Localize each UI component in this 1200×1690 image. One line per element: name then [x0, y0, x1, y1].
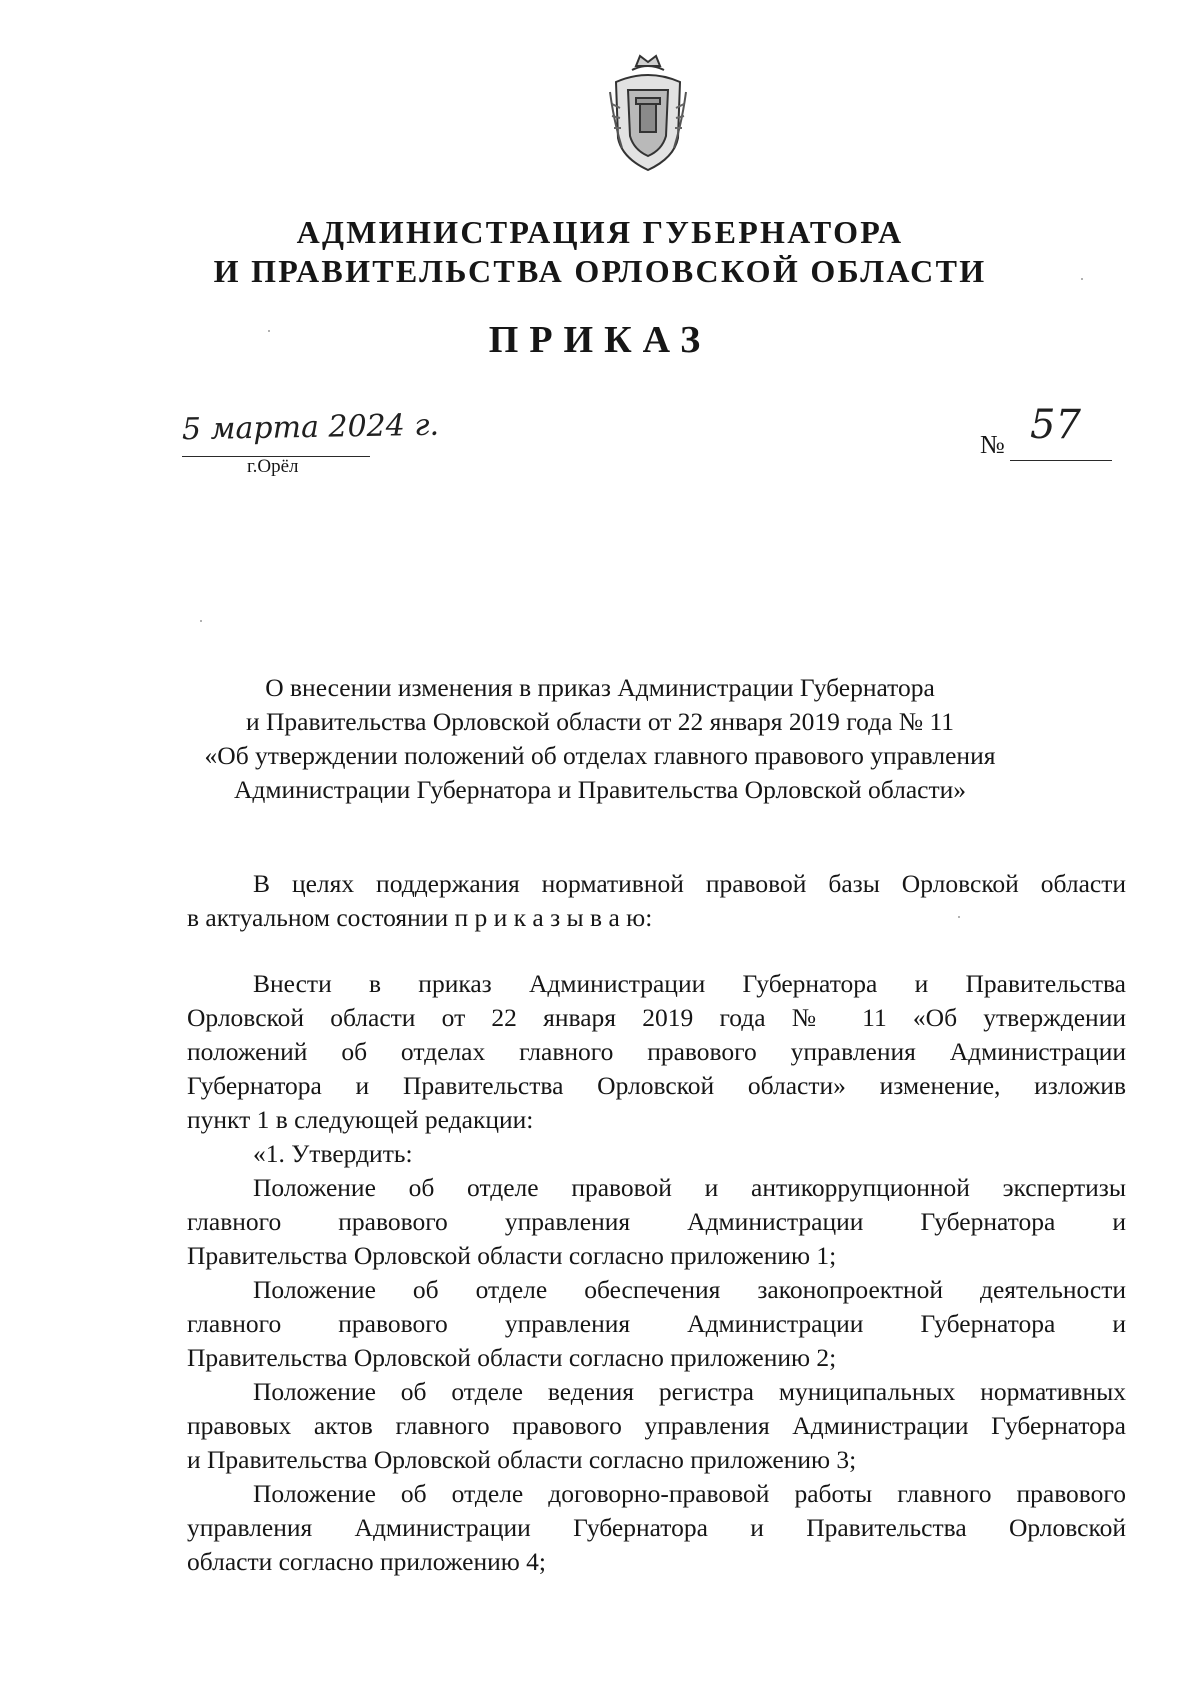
- document-type-title: ПРИКАЗ: [488, 319, 712, 361]
- appendix3-line-2: правовых актов главного правового управления Администрации Губернатора: [187, 1411, 1126, 1440]
- scan-speck: [268, 330, 270, 332]
- appendix3-line-1: Положение об отделе ведения регистра муниципальных нормативных: [253, 1377, 1126, 1406]
- appendix4-line-3: области согласно приложению 4;: [187, 1547, 547, 1576]
- coat-of-arms-icon: [606, 52, 690, 174]
- appendix3-line-3: и Правительства Орловской области согласно приложению 3;: [187, 1445, 857, 1474]
- title-line-3: «Об утверждении положений об отделах главного правового управления: [204, 741, 996, 770]
- handwritten-date: 5 марта 2024 г.: [181, 407, 440, 448]
- appendix1-line-3: Правительства Орловской области согласно приложению 1;: [187, 1241, 837, 1270]
- appendix2-line-3: Правительства Орловской области согласно приложению 2;: [187, 1343, 837, 1372]
- number-label: №: [980, 430, 1005, 459]
- handwritten-number: 57: [1030, 402, 1081, 448]
- preamble-line-1: В целях поддержания нормативной правовой базы Орловской области: [253, 869, 1126, 898]
- appendix2-line-2: главного правового управления Администрации Губернатора и: [187, 1309, 1126, 1338]
- appendix1-line-2: главного правового управления Администрации Губернатора и: [187, 1207, 1126, 1236]
- title-line-2: и Правительства Орловской области от 22 января 2019 года № 11: [245, 707, 955, 736]
- body-p1-line-1: Внести в приказ Администрации Губернатора и Правительства: [253, 969, 1126, 998]
- city-label: г.Орёл: [247, 456, 299, 477]
- title-line-4: Администрации Губернатора и Правительства Орловской области»: [233, 775, 967, 804]
- org-name-line1: АДМИНИСТРАЦИЯ ГУБЕРНАТОРА: [296, 214, 904, 250]
- scan-speck: [958, 916, 960, 918]
- number-underline: [1010, 460, 1112, 461]
- title-line-1: О внесении изменения в приказ Администрации Губернатора: [265, 673, 935, 702]
- body-p1-line-4: Губернатора и Правительства Орловской области» изменение, изложив: [187, 1071, 1126, 1100]
- body-p1-line-2: Орловской области от 22 января 2019 года № 11 «Об утверждении: [187, 1003, 1126, 1032]
- body-item-1: «1. Утвердить:: [253, 1139, 413, 1168]
- body-p1-line-5: пункт 1 в следующей редакции:: [187, 1105, 534, 1134]
- appendix2-line-1: Положение об отделе обеспечения законопроектной деятельности: [253, 1275, 1126, 1304]
- appendix1-line-1: Положение об отделе правовой и антикоррупционной экспертизы: [253, 1173, 1126, 1202]
- scan-speck: [200, 620, 202, 622]
- appendix4-line-1: Положение об отделе договорно-правовой работы главного правового: [253, 1479, 1126, 1508]
- appendix4-line-2: управления Администрации Губернатора и Правительства Орловской: [187, 1513, 1126, 1542]
- org-name-line2: И ПРАВИТЕЛЬСТВА ОРЛОВСКОЙ ОБЛАСТИ: [213, 253, 987, 289]
- body-p1-line-3: положений об отделах главного правового управления Администрации: [187, 1037, 1126, 1066]
- preamble-line-2: в актуальном состоянии п р и к а з ы в а ю:: [187, 903, 653, 932]
- scan-speck: [1081, 278, 1083, 280]
